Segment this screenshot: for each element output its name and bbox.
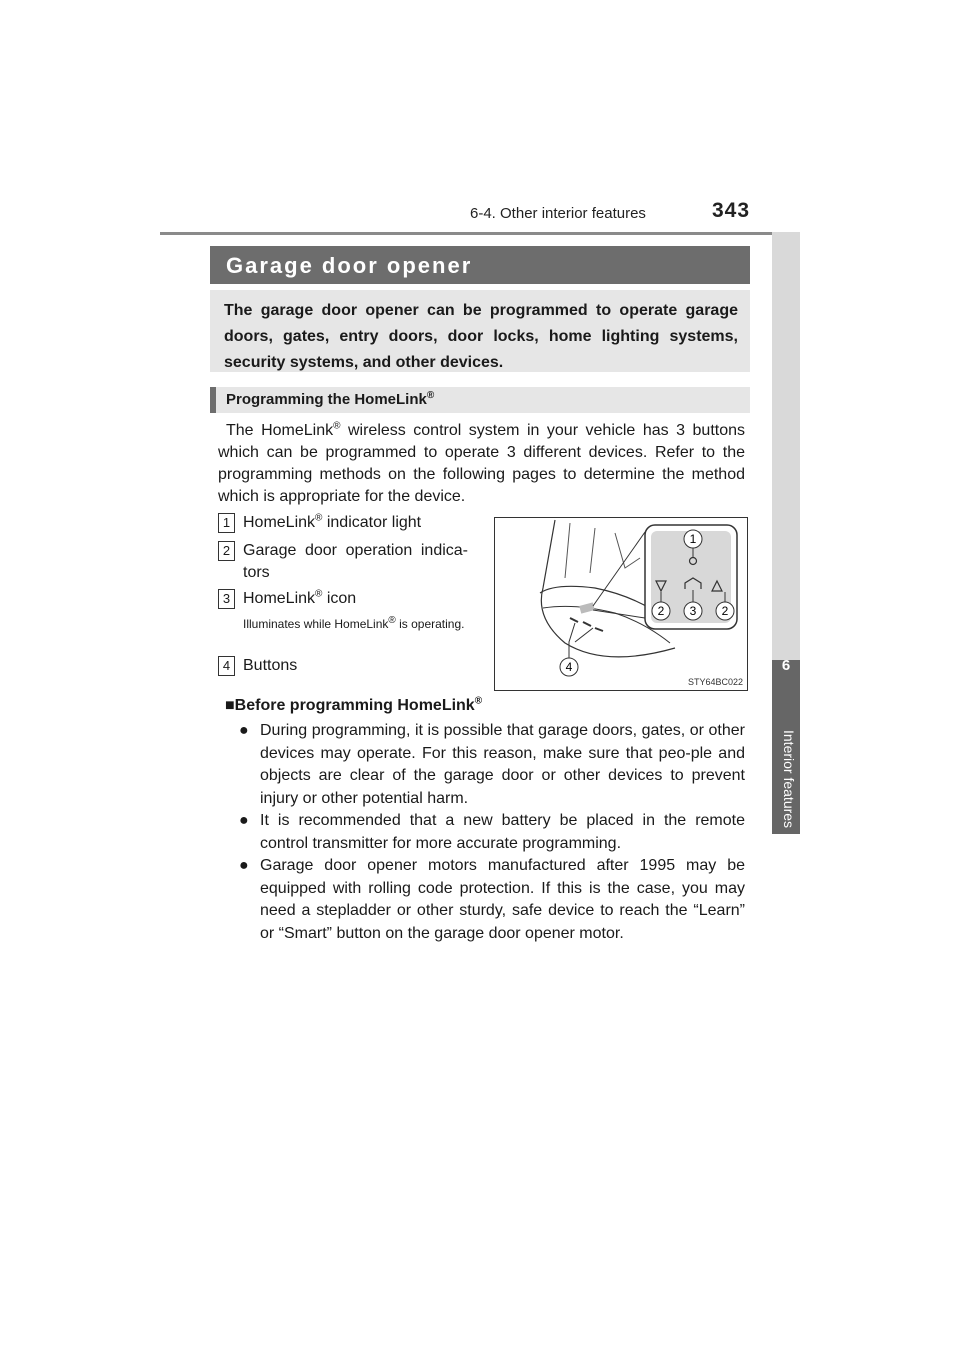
callout-label: 2 (657, 604, 665, 618)
title-bar (210, 246, 750, 284)
chapter-label: Interior features (781, 730, 797, 829)
section-header: 6-4. Other interior features (470, 205, 646, 222)
callout-label: 3 (689, 604, 697, 618)
callout-number: 1 (218, 513, 235, 533)
bullet-icon: ● (239, 722, 249, 739)
bullet-icon: ● (239, 812, 249, 829)
figure-code: STY64BC022 (687, 677, 743, 687)
homelink-figure (494, 517, 748, 691)
section-heading: ■Before programming HomeLink® (225, 695, 483, 714)
callout-label: 4 (565, 660, 573, 674)
header-rule (160, 232, 772, 235)
intro-text: The garage door opener can be programmed to operate garage doors, gates, entry doors, door locks, home lighting systems, security systems, and other devices. (224, 302, 738, 371)
callout-number: 2 (218, 541, 235, 561)
page-title: Garage door opener (226, 253, 473, 278)
homelink-illustration (495, 518, 747, 690)
bullet-icon: ● (239, 857, 249, 874)
chapter-number: 6 (781, 657, 791, 674)
body-paragraph: The HomeLink® wireless control system in your vehicle has 3 buttons which can be programmed to operate 3 different devices. Refer to the programming methods on the following pages to determine the method which is appropriate for the device. (218, 420, 746, 505)
callout-number: 4 (218, 656, 235, 676)
item-note: Illuminates while HomeLink® is operating. (243, 615, 465, 631)
page-number: 343 (712, 199, 751, 222)
callout-label: 2 (721, 604, 729, 618)
callout-number: 3 (218, 589, 235, 609)
subheading-bar (210, 387, 750, 413)
intro-box (210, 290, 750, 372)
subheading: Programming the HomeLink® (226, 390, 435, 408)
callout-label: 1 (689, 532, 697, 546)
